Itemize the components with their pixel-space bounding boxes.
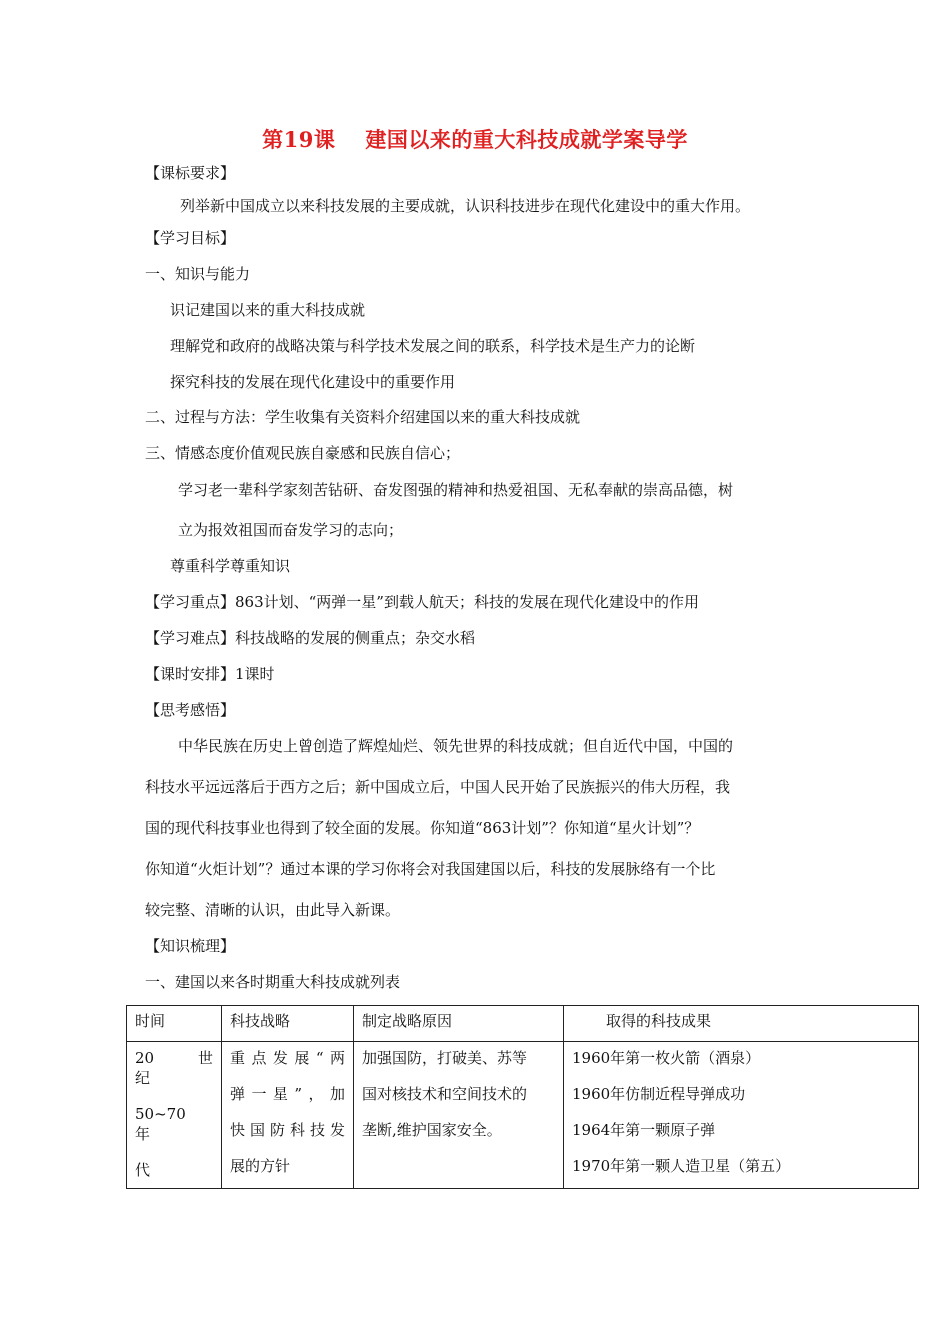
result-item: 1970年第一颗人造卫星（第五） (572, 1157, 791, 1175)
result-item: 1964年第一颗原子弹 (572, 1121, 716, 1139)
cell-strategy (222, 1042, 354, 1189)
goal-attitude-heading: 三、情感态度价值观民族自豪感和民族自信心； (145, 444, 461, 462)
goal-attitude-1a: 学习老一辈科学家刻苦钻研、奋发图强的精神和热爱祖国、无私奉献的崇高品德，树 (178, 481, 734, 499)
reason-line: 加强国防，打破美、苏等 (362, 1049, 528, 1067)
goal-attitude-1b: 立为报效祖国而奋发学习的志向； (178, 521, 404, 539)
period-line: 20 世 纪 (135, 1049, 229, 1087)
strategy-line: 快国防科技发 (230, 1121, 345, 1139)
curriculum-text: 列举新中国成立以来科技发展的主要成就，认识科技进步在现代化建设中的重大作用。 (180, 197, 751, 215)
header-results: 取得的科技成果 (564, 1006, 919, 1042)
goal-knowledge-heading: 一、知识与能力 (145, 265, 251, 283)
goal-process: 二、过程与方法：学生收集有关资料介绍建国以来的重大科技成就 (145, 408, 581, 426)
reason-line: 垄断,维护国家安全。 (362, 1121, 502, 1139)
result-item: 1960年仿制近程导弹成功 (572, 1085, 746, 1103)
reason-line: 国对核技术和空间技术的 (362, 1085, 528, 1103)
table-caption: 一、建国以来各时期重大科技成就列表 (145, 973, 401, 991)
achievements-table (126, 1005, 919, 1189)
reflection-line-5: 较完整、清晰的认识，由此导入新课。 (145, 901, 401, 919)
cell-reason (354, 1042, 564, 1189)
reflection-line-4: 你知道“火炬计划”？通过本课的学习你将会对我国建国以后，科技的发展脉络有一个比 (145, 860, 716, 878)
cell-results (564, 1042, 919, 1189)
lesson-number: 第19课 (262, 127, 336, 152)
section-heading-goals: 【学习目标】 (145, 229, 236, 247)
goal-knowledge-3: 探究科技的发展在现代化建设中的重要作用 (170, 373, 456, 391)
goal-knowledge-1: 识记建国以来的重大科技成就 (170, 301, 366, 319)
section-heading-curriculum: 【课标要求】 (145, 164, 236, 182)
cell-period (127, 1042, 229, 1189)
class-hours: 【课时安排】1课时 (145, 665, 275, 683)
difficult-points: 【学习难点】科技战略的发展的侧重点；杂交水稻 (145, 629, 476, 647)
result-item: 1960年第一枚火箭（酒泉） (572, 1049, 761, 1067)
section-heading-knowledge: 【知识梳理】 (145, 937, 236, 955)
reflection-line-2: 科技水平远远落后于西方之后；新中国成立后，中国人民开始了民族振兴的伟大历程，我 (145, 778, 731, 796)
goal-knowledge-2: 理解党和政府的战略决策与科学技术发展之间的联系，科学技术是生产力的论断 (170, 337, 696, 355)
period-line: 代 (135, 1161, 151, 1179)
section-heading-reflection: 【思考感悟】 (145, 701, 236, 719)
header-strategy: 科技战略 (222, 1006, 354, 1042)
header-period: 时间 (127, 1006, 222, 1042)
lesson-topic: 建国以来的重大科技成就学案导学 (365, 127, 688, 152)
strategy-line: 重点发展“两 (230, 1049, 345, 1067)
period-line: 50~70 年 (135, 1105, 201, 1143)
reflection-line-1: 中华民族在历史上曾创造了辉煌灿烂、领先世界的科技成就；但自近代中国，中国的 (178, 737, 734, 755)
reflection-line-3: 国的现代科技事业也得到了较全面的发展。你知道“863计划”？你知道“星火计划”？ (145, 819, 700, 837)
strategy-line: 弹一星”，加 (230, 1085, 345, 1103)
header-reason: 制定战略原因 (354, 1006, 564, 1042)
page-title (0, 124, 950, 154)
table-row (127, 1042, 919, 1189)
key-points: 【学习重点】863计划、“两弹一星”到载人航天；科技的发展在现代化建设中的作用 (145, 593, 699, 611)
goal-attitude-2: 尊重科学尊重知识 (170, 557, 291, 575)
table-header-row (127, 1006, 919, 1042)
strategy-line: 展的方针 (230, 1157, 291, 1175)
